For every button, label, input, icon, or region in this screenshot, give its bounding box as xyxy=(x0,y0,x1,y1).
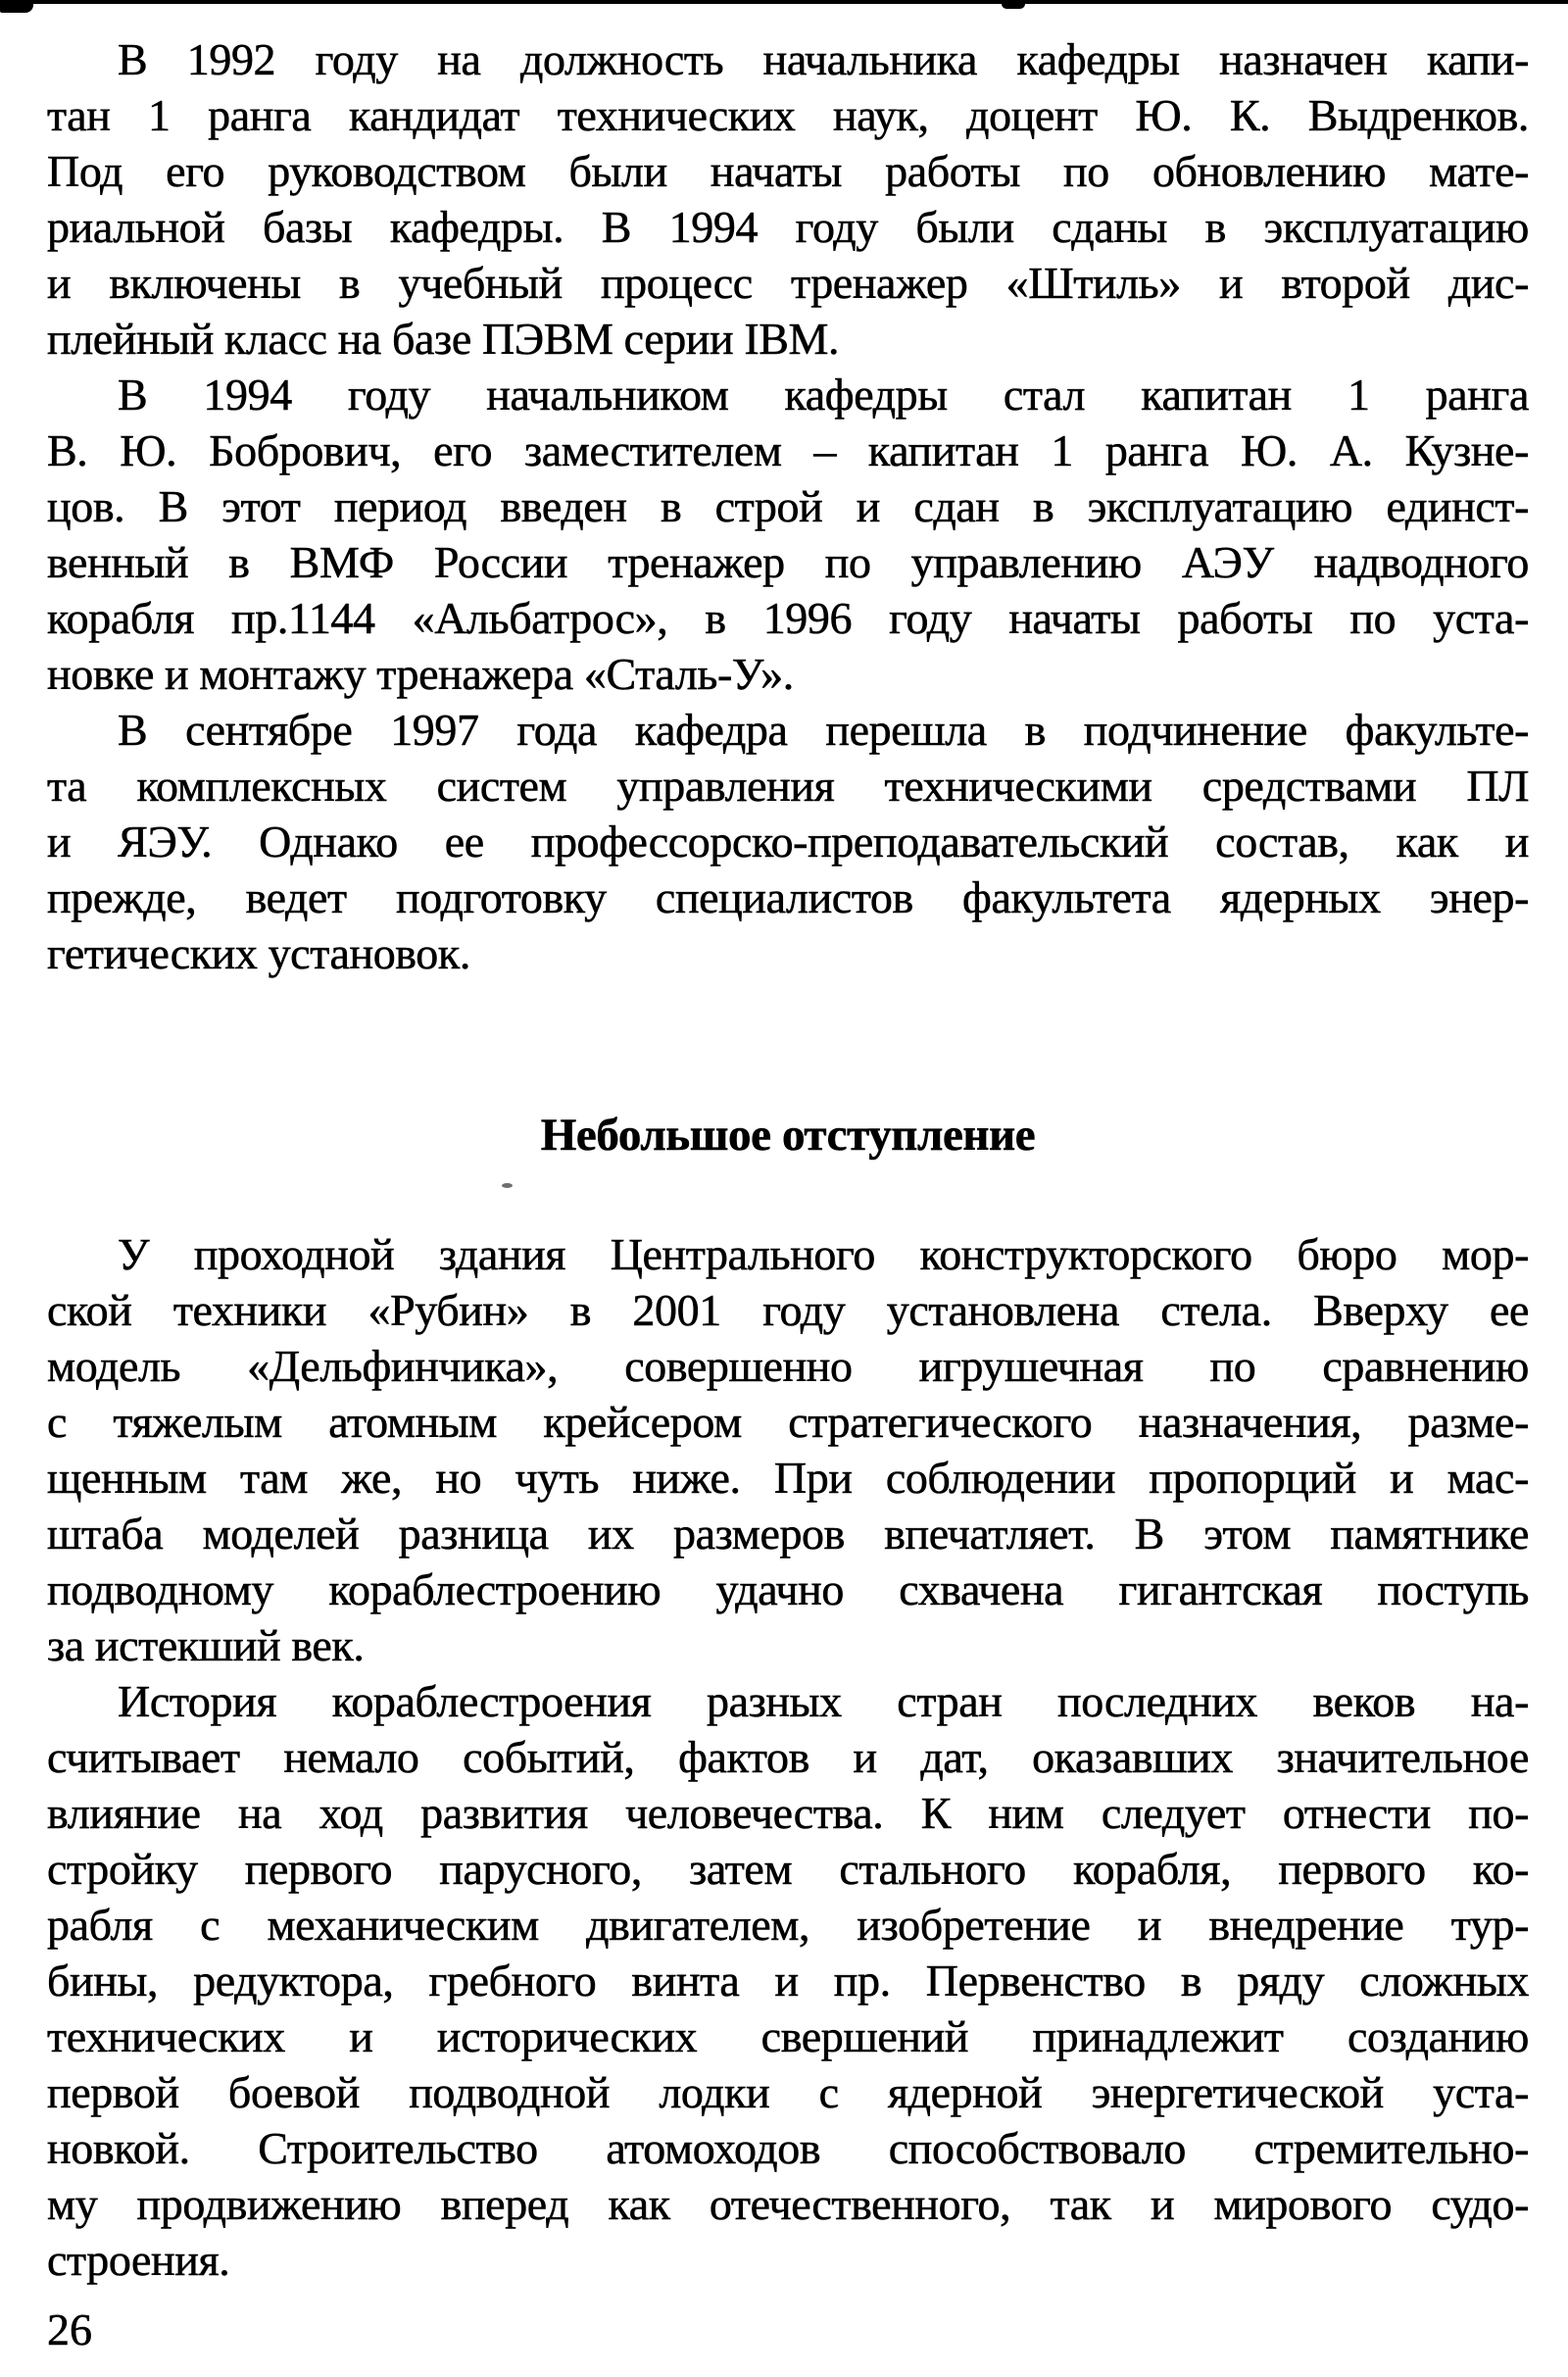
text-line: первой боевой подводной лодки с ядерной энергетической уста- xyxy=(47,2067,1529,2117)
text-line: риальной базы кафедры. В 1994 году были сданы в эксплуатацию xyxy=(47,202,1529,252)
text-line: ской техники «Рубин» в 2001 году установлена стела. Вверху ее xyxy=(47,1285,1529,1335)
scan-artifact-top-blob xyxy=(1002,0,1025,9)
text-line: бины, редуктора, гребного винта и пр. Первенство в ряду сложных xyxy=(47,1956,1529,2006)
text-line: и ЯЭУ. Однако ее профессорско-преподавательский состав, как и xyxy=(47,817,1529,867)
text-line: му продвижению вперед как отечественного, так и мирового судо- xyxy=(47,2179,1529,2229)
text-line: технических и исторических свершений принадлежит созданию xyxy=(47,2011,1529,2061)
text-line: модель «Дельфинчика», совершенно игрушечная по сравнению xyxy=(47,1341,1529,1391)
text-line: щенным там же, но чуть ниже. При соблюдении пропорций и мас- xyxy=(47,1453,1529,1503)
paragraph xyxy=(47,702,1529,981)
text-line: гетических установок. xyxy=(47,928,470,978)
page-number: 26 xyxy=(47,2304,92,2354)
text-line: та комплексных систем управления техническими средствами ПЛ xyxy=(47,761,1529,811)
text-line: считывает немало событий, фактов и дат, оказавших значительное xyxy=(47,1732,1529,1782)
text-line: новке и монтажу тренажера «Сталь-У». xyxy=(47,649,794,699)
text-line: В сентябре 1997 года кафедра перешла в подчинение факульте- xyxy=(118,705,1529,755)
text-line: подводному кораблестроению удачно схвачена гигантская поступь xyxy=(47,1564,1529,1614)
text-line: венный в ВМФ России тренажер по управлению АЭУ надводного xyxy=(47,537,1529,587)
paragraph xyxy=(47,1673,1529,2288)
text-line: цов. В этот период введен в строй и сдан в эксплуатацию единст- xyxy=(47,481,1529,531)
text-line: стройку первого парусного, затем стального корабля, первого ко- xyxy=(47,1844,1529,1894)
text-line: штаба моделей разница их размеров впечатляет. В этом памятнике xyxy=(47,1509,1529,1559)
text-line: строения. xyxy=(47,2235,230,2285)
text-line: плейный класс на базе ПЭВМ серии IBM. xyxy=(47,314,840,364)
text-line: за истекший век. xyxy=(47,1620,365,1670)
text-line: с тяжелым атомным крейсером стратегического назначения, разме- xyxy=(47,1397,1529,1447)
text-line: Под его руководством были начаты работы по обновлению мате- xyxy=(47,146,1529,196)
text-line: новкой. Строительство атомоходов способствовало стремительно- xyxy=(47,2123,1529,2173)
scan-artifact-top-edge xyxy=(0,0,1568,4)
text-line: тан 1 ранга кандидат технических наук, доцент Ю. К. Выдренков. xyxy=(47,90,1529,140)
section-heading: Небольшое отступление xyxy=(540,1110,1036,1161)
paragraph xyxy=(47,367,1529,702)
text-line: В 1992 году на должность начальника кафедры назначен капи- xyxy=(118,34,1529,84)
paragraph xyxy=(47,31,1529,367)
text-line: влияние на ход развития человечества. К ним следует отнести по- xyxy=(47,1788,1529,1838)
text-line: и включены в учебный процесс тренажер «Штиль» и второй дис- xyxy=(47,258,1529,308)
text-line: рабля с механическим двигателем, изобретение и внедрение тур- xyxy=(47,1900,1529,1950)
text-line: У проходной здания Центрального конструкторского бюро мор- xyxy=(118,1229,1529,1279)
scan-artifact-corner xyxy=(0,0,33,13)
text-line: прежде, ведет подготовку специалистов факультета ядерных энер- xyxy=(47,872,1529,922)
page-text-block xyxy=(47,31,1529,2288)
paragraph xyxy=(47,1226,1529,1673)
text-line: В 1994 году начальником кафедры стал капитан 1 ранга xyxy=(118,370,1529,420)
text-line: корабля пр.1144 «Альбатрос», в 1996 году начаты работы по уста- xyxy=(47,593,1529,643)
text-line: История кораблестроения разных стран последних веков на- xyxy=(118,1676,1529,1726)
text-line: В. Ю. Бобрович, его заместителем – капитан 1 ранга Ю. А. Кузне- xyxy=(47,425,1529,475)
